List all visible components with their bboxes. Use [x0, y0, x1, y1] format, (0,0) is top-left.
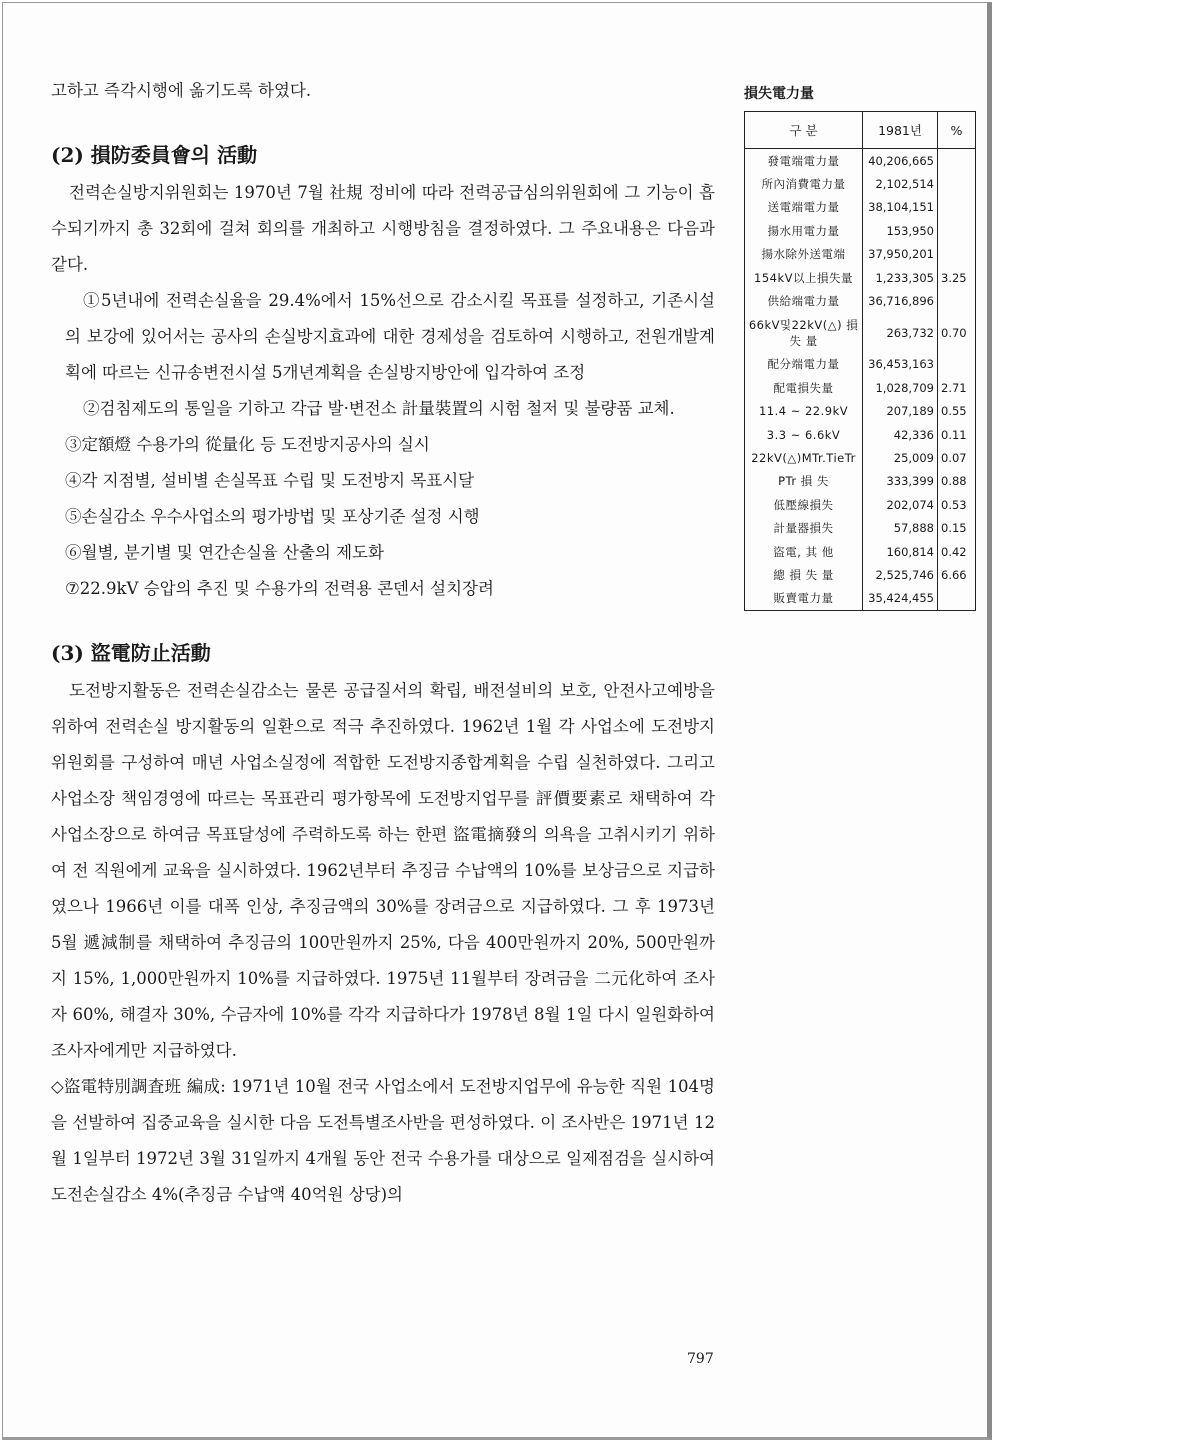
table-header-row — [745, 112, 976, 149]
table-row — [745, 423, 976, 446]
row-label: 22kV(△)MTr.TieTr — [745, 446, 863, 469]
row-label: 供給端電力量 — [745, 289, 863, 312]
row-value: 202,074 — [863, 493, 938, 516]
row-value: 40,206,665 — [863, 149, 938, 173]
loss-table-panel — [744, 83, 978, 611]
row-label: 總 損 失 量 — [745, 563, 863, 586]
row-percent: 0.55 — [938, 400, 976, 423]
row-label: 配分端電力量 — [745, 353, 863, 376]
row-value: 25,009 — [863, 446, 938, 469]
row-label: 發電端電力量 — [745, 149, 863, 173]
row-label: 送電端電力量 — [745, 196, 863, 219]
row-percent — [938, 172, 976, 195]
table-row — [745, 470, 976, 493]
table-row — [745, 219, 976, 242]
row-label: 計量器損失 — [745, 516, 863, 539]
table-row — [745, 587, 976, 611]
row-value: 57,888 — [863, 516, 938, 539]
section-3-paragraph: 도전방지활동은 전력손실감소는 물론 공급질서의 확립, 배전설비의 보호, 안전사고예방을 위하여 전력손실 방지활동의 일환으로 적극 추진하였다. 1962년 1월 각 사업소에 도전방지위원회를 구성하여 매년 사업소실정에 적합한 도전방지종합계획을 수립 실천하였다. 그리고 사업소장 책임경영에 따르는 목표관리 평가항목에 도전방지업무를 評價要素로 채택하여 각 사업소장으로 하여금 목표달성에 주력하도록 하는 한편 盜電摘發의 의욕을 고취시키기 위하여 전 직원에게 교육을 실시하였다. 1962년부터 추징금 수납액의 10%를 보상금으로 지급하였으나 1966년 이를 대폭 인상, 추징금액의 30%를 장려금으로 지급하였다. 그 후 1973년 5월 遞減制를 채택하여 추징금의 100만원까지 25%, 다음 400만원까지 20%, 500만원까지 15%, 1,000만원까지 10%를 지급하였다. 1975년 11월부터 장려금을 二元化하여 조사자 60%, 해결자 30%, 수금자에 10%를 각각 지급하다가 1978년 8월 1일 다시 일원화하여 조사자에게만 지급하였다. — [51, 681, 715, 1060]
row-value: 36,716,896 — [863, 289, 938, 312]
row-percent — [938, 289, 976, 312]
row-percent — [938, 587, 976, 611]
row-value: 207,189 — [863, 400, 938, 423]
row-label: 11.4 ~ 22.9kV — [745, 400, 863, 423]
row-value: 42,336 — [863, 423, 938, 446]
row-value: 37,950,201 — [863, 243, 938, 266]
row-label: 所內消費電力量 — [745, 172, 863, 195]
row-label: 低壓線損失 — [745, 493, 863, 516]
row-value: 263,732 — [863, 313, 938, 353]
row-label: 揚水用電力量 — [745, 219, 863, 242]
loss-power-table — [744, 111, 976, 611]
table-row — [745, 196, 976, 219]
row-value: 333,399 — [863, 470, 938, 493]
row-percent: 0.70 — [938, 313, 976, 353]
section-3-subparagraph: ◇盜電特別調査班 編成: 1971년 10월 전국 사업소에서 도전방지업무에 유능한 직원 104명을 선발하여 집중교육을 실시한 다음 도전특별조사반을 편성하였다. 이 조사반은 1971년 12월 1일부터 1972년 3월 31일까지 4개월 동안 전국 수용가를 대상으로 일제점검을 실시하여 도전손실감소 4%(추징금 수납액 40억원 상당)의 — [51, 1077, 715, 1204]
list-item-6: ⑥월별, 분기별 및 연간손실율 산출의 제도화 — [65, 543, 384, 562]
table-row — [745, 376, 976, 399]
list-item-1: ①5년내에 전력손실율을 29.4%에서 15%선으로 감소시킬 목표를 설정하고, 기존시설의 보강에 있어서는 공사의 손실방지효과에 대한 경제성을 검토하여 시행하고, 전원개발계획에 따르는 신규송변전시설 5개년계획을 손실방지방안에 입각하여 조정 — [65, 291, 715, 382]
table-row — [745, 313, 976, 353]
row-percent: 6.66 — [938, 563, 976, 586]
row-value: 2,102,514 — [863, 172, 938, 195]
header-year: 1981년 — [863, 112, 938, 149]
section-2-title: (2) 損防委員會의 活動 — [51, 143, 258, 167]
main-text-column — [51, 73, 715, 1213]
row-percent — [938, 243, 976, 266]
row-percent: 0.15 — [938, 516, 976, 539]
table-row — [745, 353, 976, 376]
row-label: 3.3 ~ 6.6kV — [745, 423, 863, 446]
paragraph-continuation: 고하고 즉각시행에 옮기도록 하였다. — [51, 81, 312, 100]
row-label: 配電損失量 — [745, 376, 863, 399]
row-label: 154kV以上損失量 — [745, 266, 863, 289]
list-item-2: ②검침제도의 통일을 기하고 각급 발·변전소 計量裝置의 시험 철저 및 불량품 교체. — [83, 399, 675, 418]
row-label: 揚水除外送電端 — [745, 243, 863, 266]
table-row — [745, 493, 976, 516]
table-row — [745, 516, 976, 539]
row-value: 38,104,151 — [863, 196, 938, 219]
header-percent: % — [938, 112, 976, 149]
table-row — [745, 400, 976, 423]
table-title: 損失電力量 — [744, 86, 814, 102]
row-percent: 0.07 — [938, 446, 976, 469]
list-item-3: ③定額燈 수용가의 從量化 등 도전방지공사의 실시 — [65, 435, 430, 454]
section-3-title: (3) 盜電防止活動 — [51, 641, 211, 665]
row-percent: 0.11 — [938, 423, 976, 446]
row-value: 36,453,163 — [863, 353, 938, 376]
header-category: 구 분 — [745, 112, 863, 149]
table-row — [745, 289, 976, 312]
row-percent — [938, 353, 976, 376]
row-value: 160,814 — [863, 540, 938, 563]
row-label: 販賣電力量 — [745, 587, 863, 611]
list-item-5: ⑤손실감소 우수사업소의 평가방법 및 포상기준 설정 시행 — [65, 507, 480, 526]
row-value: 2,525,746 — [863, 563, 938, 586]
row-percent: 2.71 — [938, 376, 976, 399]
table-row — [745, 446, 976, 469]
row-percent — [938, 149, 976, 173]
row-label: PTr 損 失 — [745, 470, 863, 493]
row-percent: 0.42 — [938, 540, 976, 563]
table-row — [745, 563, 976, 586]
row-percent: 3.25 — [938, 266, 976, 289]
table-row — [745, 243, 976, 266]
row-value: 153,950 — [863, 219, 938, 242]
row-percent: 0.88 — [938, 470, 976, 493]
page-number: 797 — [687, 1351, 714, 1367]
document-page — [2, 2, 992, 1440]
row-value: 1,233,305 — [863, 266, 938, 289]
row-percent — [938, 219, 976, 242]
table-row — [745, 149, 976, 173]
list-item-4: ④각 지점별, 설비별 손실목표 수립 및 도전방지 목표시달 — [65, 471, 475, 490]
row-value: 1,028,709 — [863, 376, 938, 399]
table-row — [745, 266, 976, 289]
row-percent: 0.53 — [938, 493, 976, 516]
row-label: 66kV및22kV(△) 損 失 量 — [745, 313, 863, 353]
table-row — [745, 172, 976, 195]
row-percent — [938, 196, 976, 219]
section-2-paragraph: 전력손실방지위원회는 1970년 7월 社規 정비에 따라 전력공급심의위원회에 그 기능이 흡수되기까지 총 32회에 걸쳐 회의를 개최하고 시행방침을 결정하였다. 그 주요내용은 다음과 같다. — [51, 183, 715, 274]
table-row — [745, 540, 976, 563]
list-item-7: ⑦22.9kV 승압의 추진 및 수용가의 전력용 콘덴서 설치장려 — [65, 579, 494, 598]
row-label: 盜電, 其 他 — [745, 540, 863, 563]
row-value: 35,424,455 — [863, 587, 938, 611]
